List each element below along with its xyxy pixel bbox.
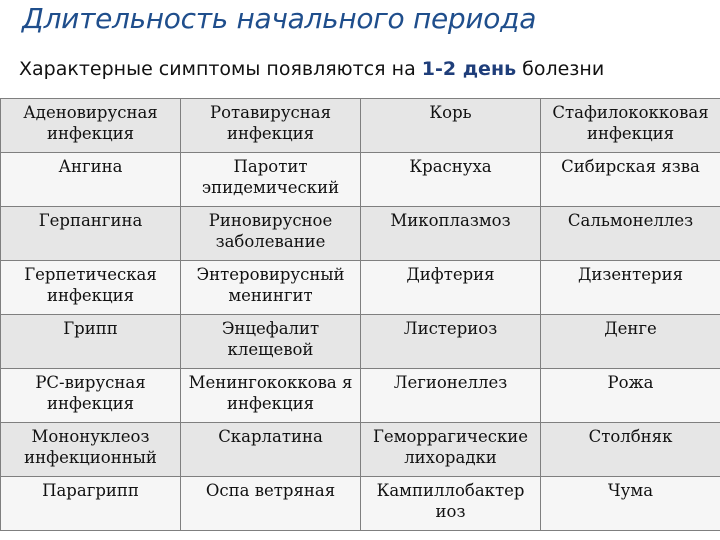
table-cell: Энтеровирусный менингит: [181, 261, 361, 315]
table-cell: Микоплазмоз: [361, 207, 541, 261]
table-cell: Рожа: [541, 369, 720, 423]
table-cell: Герпангина: [1, 207, 181, 261]
subtitle-highlight: 1-2 день: [421, 58, 517, 80]
table-row: [1, 261, 720, 315]
table-row: [1, 477, 720, 531]
table-cell: Мононуклеоз инфекционный: [1, 423, 181, 477]
table-cell: Скарлатина: [181, 423, 361, 477]
table-cell: Стафилококковая инфекция: [541, 99, 720, 153]
table-cell: Столбняк: [541, 423, 720, 477]
table-cell: Сибирская язва: [541, 153, 720, 207]
table-cell: Денге: [541, 315, 720, 369]
table-cell: Менингококкова я инфекция: [181, 369, 361, 423]
table-cell: Дифтерия: [361, 261, 541, 315]
table-cell: Парагрипп: [1, 477, 181, 531]
table-cell: Листериоз: [361, 315, 541, 369]
table-cell: Оспа ветряная: [181, 477, 361, 531]
table-cell: Герпетическая инфекция: [1, 261, 181, 315]
table-cell: Паротит эпидемический: [181, 153, 361, 207]
table-row: [1, 315, 720, 369]
table-cell: Кампиллобактер иоз: [361, 477, 541, 531]
table-row: [1, 99, 720, 153]
subtitle-text-before: Характерные симптомы появляются на: [19, 58, 422, 80]
table-row: [1, 207, 720, 261]
subtitle-text-after: болезни: [516, 58, 605, 80]
table-cell: Легионеллез: [361, 369, 541, 423]
table-cell: Дизентерия: [541, 261, 720, 315]
table-cell: РС-вирусная инфекция: [1, 369, 181, 423]
slide-title: Длительность начального периода: [22, 2, 537, 35]
table-cell: Риновирусное заболевание: [181, 207, 361, 261]
table-cell: Геморрагические лихорадки: [361, 423, 541, 477]
table-cell: Чума: [541, 477, 720, 531]
table-cell: Сальмонеллез: [541, 207, 720, 261]
table-cell: Аденовирусная инфекция: [1, 99, 181, 153]
table-row: [1, 153, 720, 207]
table-cell: Краснуха: [361, 153, 541, 207]
slide-subtitle: [19, 58, 604, 80]
table-cell: Ангина: [1, 153, 181, 207]
table-cell: Грипп: [1, 315, 181, 369]
infections-table: [0, 98, 720, 531]
table-cell: Энцефалит клещевой: [181, 315, 361, 369]
table-cell: Ротавирусная инфекция: [181, 99, 361, 153]
table-cell: Корь: [361, 99, 541, 153]
table-row: [1, 423, 720, 477]
table-row: [1, 369, 720, 423]
